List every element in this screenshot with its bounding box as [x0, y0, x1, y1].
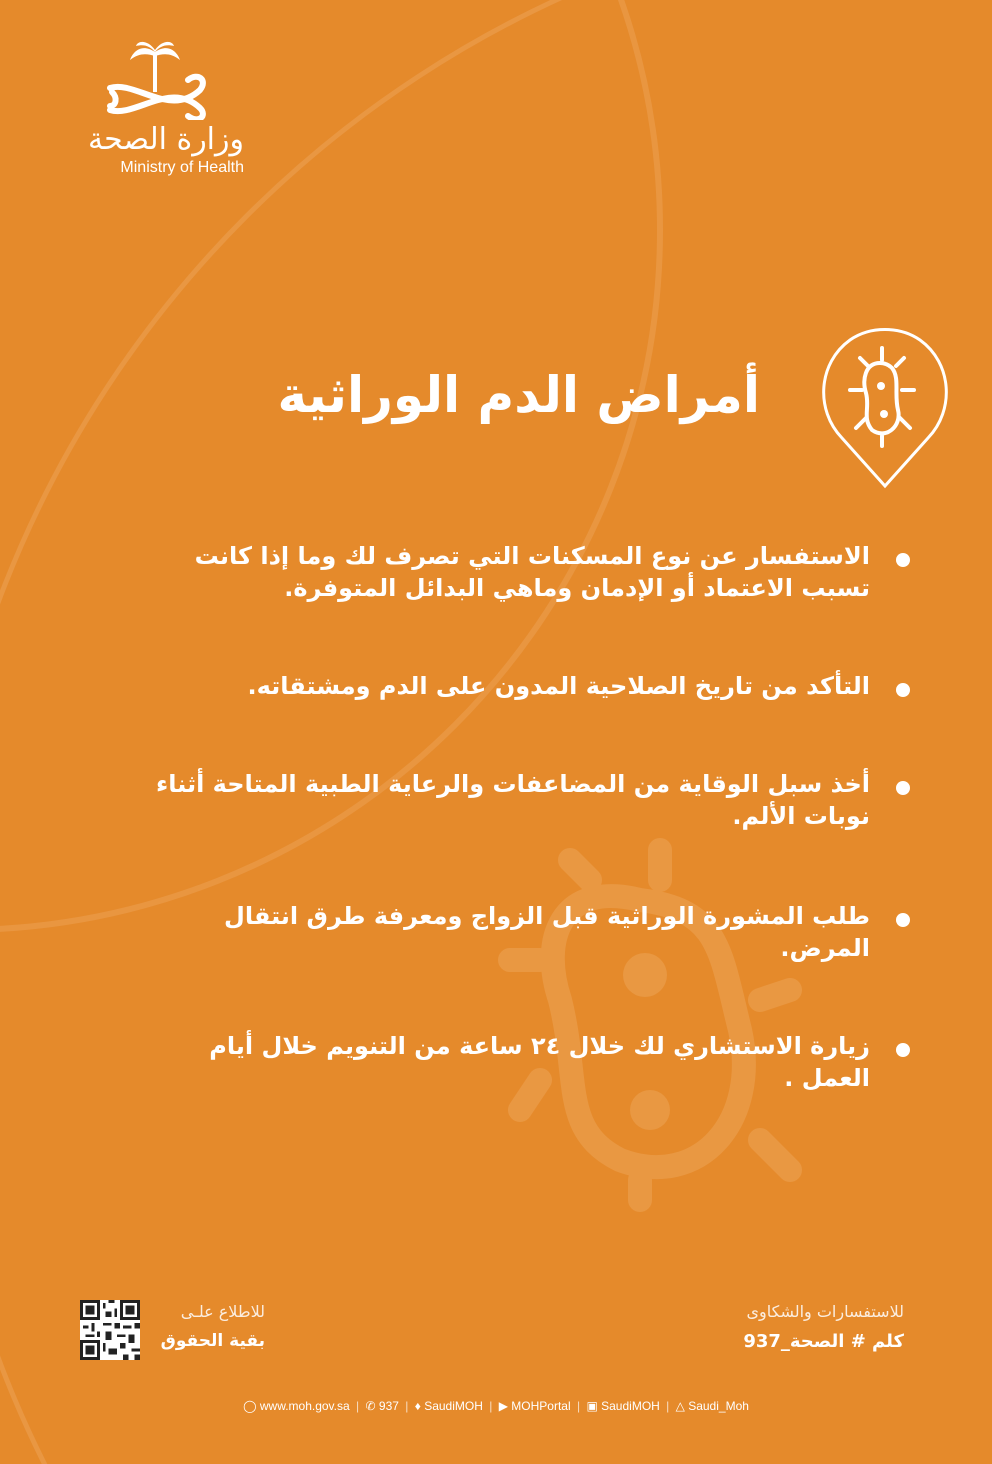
- snapchat-link[interactable]: Saudi_Moh: [688, 1399, 749, 1413]
- twitter-icon: ♦: [414, 1399, 421, 1413]
- palm-emblem-icon: [90, 40, 220, 120]
- bullet-dot-icon: [896, 1043, 910, 1057]
- qr-code-icon[interactable]: [80, 1300, 140, 1360]
- bullet-dot-icon: [896, 913, 910, 927]
- rights-line2: بقية الحقوق: [160, 1331, 265, 1351]
- bullet-text: طلب المشورة الوراثية قبل الزواج ومعرفة طرق انتقال المرض.: [224, 902, 870, 962]
- phone-icon: ✆: [365, 1399, 376, 1413]
- bullet-dot-icon: [896, 781, 910, 795]
- phone-link[interactable]: 937: [378, 1399, 399, 1413]
- footer-links: ◯ www.moh.gov.sa | ✆ 937 | ♦ SaudiMOH | ▶ MOHPortal | ▣ SaudiMOH | △ Saudi_Moh: [243, 1399, 749, 1413]
- bullet-dot-icon: [896, 553, 910, 567]
- contact-info: [674, 1302, 904, 1352]
- instagram-link[interactable]: SaudiMOH: [601, 1399, 660, 1413]
- website-link[interactable]: www.moh.gov.sa: [259, 1399, 350, 1413]
- list-item: [110, 900, 910, 964]
- snapchat-icon: △: [675, 1399, 685, 1413]
- bullet-dot-icon: [896, 683, 910, 697]
- logo-arabic-name: وزارة الصحة: [88, 122, 244, 157]
- youtube-link[interactable]: MOHPortal: [511, 1399, 571, 1413]
- list-item: [110, 540, 910, 604]
- location-pin-germ-icon: [810, 318, 960, 493]
- ministry-logo: [70, 40, 270, 177]
- contact-line2: كلم # الصحة_937: [743, 1331, 904, 1352]
- logo-english-name: Ministry of Health: [120, 159, 244, 176]
- twitter-link[interactable]: SaudiMOH: [424, 1399, 483, 1413]
- rights-info: [150, 1302, 265, 1351]
- contact-line1: للاستفسارات والشكاوى: [746, 1302, 904, 1321]
- page-title: أمراض الدم الوراثية: [277, 366, 760, 424]
- bullet-text: الاستفسار عن نوع المسكنات التي تصرف لك وما إذا كانت تسبب الاعتماد أو الإدمان وماهي البدائل المتوفرة.: [194, 542, 870, 602]
- bullet-text: أخذ سبل الوقاية من المضاعفات والرعاية الطبية المتاحة أثناء نوبات الألم.: [156, 770, 870, 830]
- globe-icon: ◯: [243, 1399, 257, 1413]
- bullet-text: زيارة الاستشاري لك خلال ٢٤ ساعة من التنويم خلال أيام العمل .: [209, 1032, 870, 1092]
- list-item: [110, 768, 910, 832]
- list-item: [110, 1030, 910, 1094]
- youtube-icon: ▶: [498, 1399, 508, 1413]
- rights-line1: للاطلاع علـى: [180, 1302, 265, 1321]
- bullet-text: التأكد من تاريخ الصلاحية المدون على الدم ومشتقاته.: [247, 672, 870, 700]
- title-section: [230, 318, 960, 493]
- list-item: [110, 670, 910, 702]
- instagram-icon: ▣: [586, 1399, 598, 1413]
